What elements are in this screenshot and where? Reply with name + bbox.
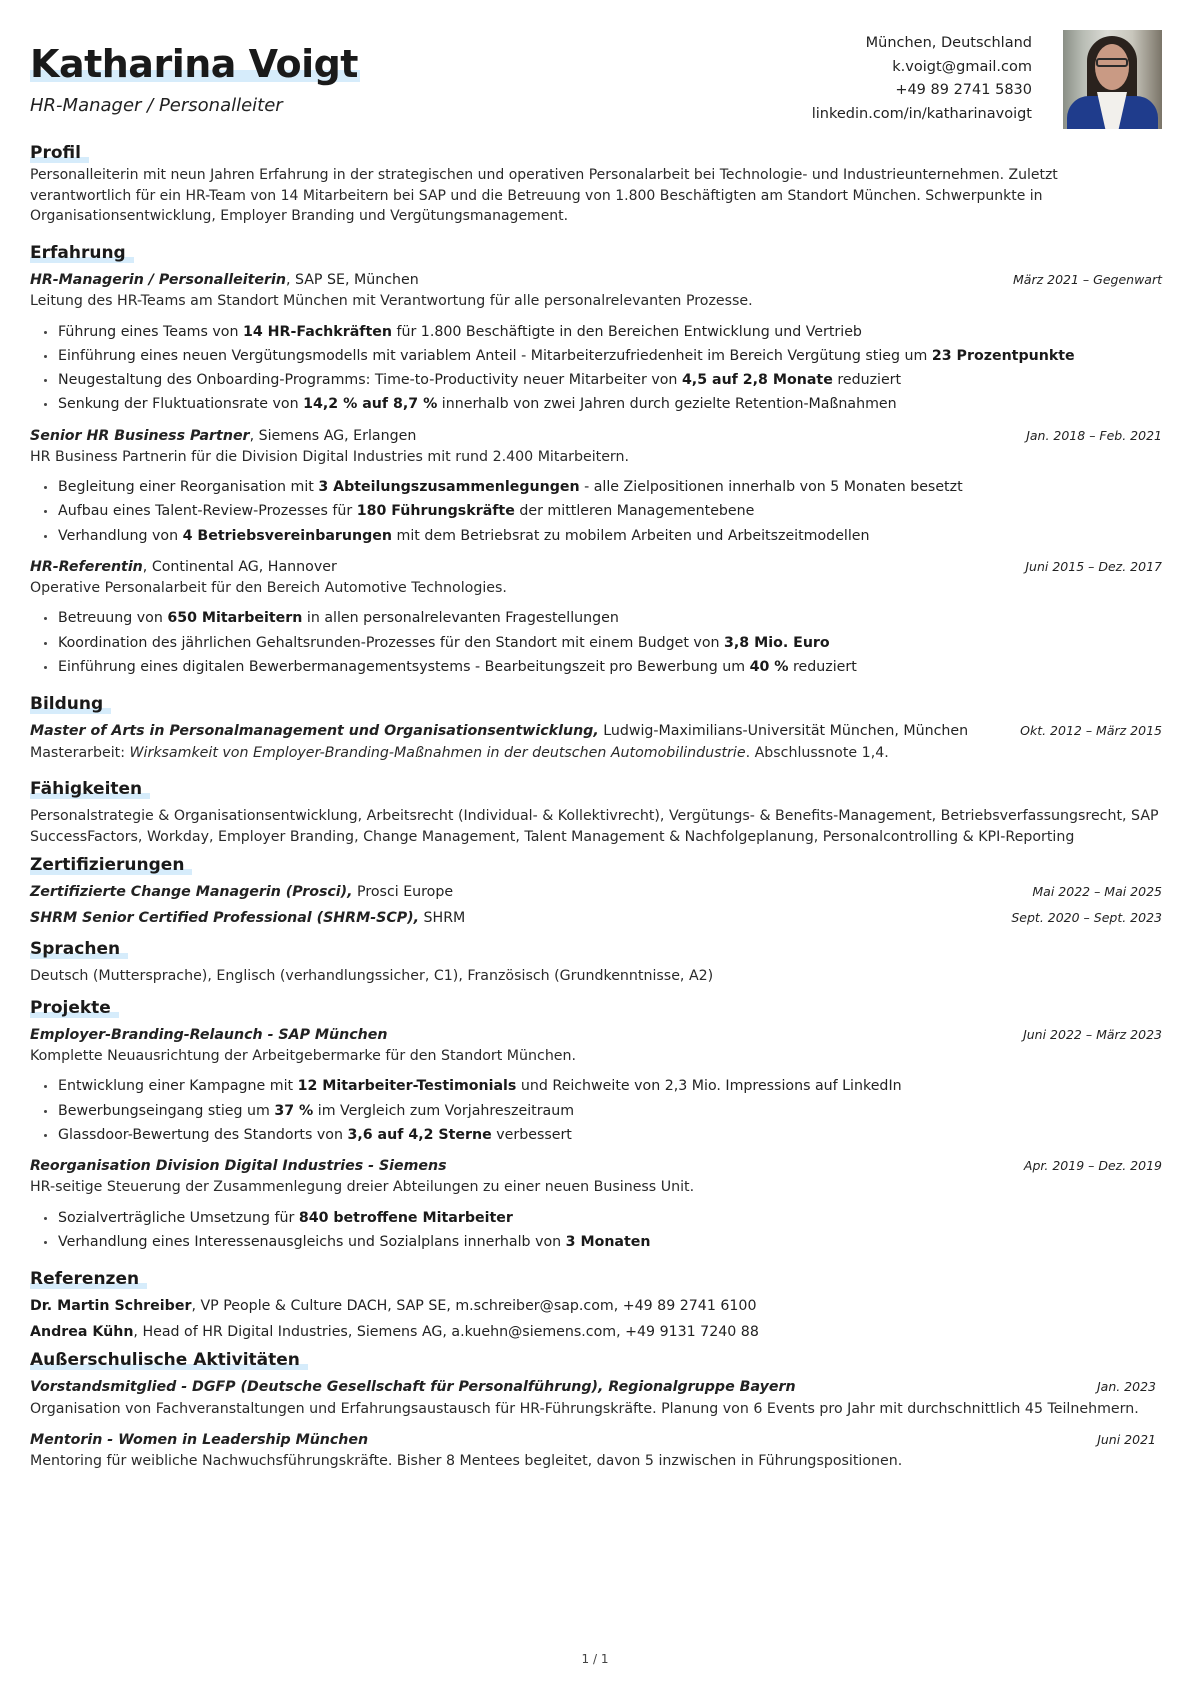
education-degree: Master of Arts in Personalmanagement und Organisationsentwicklung, <box>30 723 599 740</box>
experience-summary: Operative Personalarbeit für den Bereich Automotive Technologies. <box>30 580 507 596</box>
experience-summary: HR Business Partnerin für die Division Digital Industries mit rund 2.400 Mitarbeitern. <box>30 448 630 465</box>
certification-date: Mai 2022 – Mai 2025 <box>1032 884 1162 900</box>
reference-details: , Head of HR Digital Industries, Siemens AG, a.kuehn@siemens.com, +49 9131 7240 88 <box>133 1323 759 1340</box>
activity-text: Mentoring für weibliche Nachwuchsführungskräfte. Bisher 8 Mentees begleitet, davon 5 inzwischen in Führungspositionen. <box>30 1453 903 1470</box>
experience-role: HR-Managerin / Personalleiterin <box>30 272 286 289</box>
certification-entry <box>30 882 1162 903</box>
section-title-education: Bildung <box>30 693 111 715</box>
experience-bullets <box>44 606 1162 679</box>
education-entry <box>30 721 1162 764</box>
experience-date: März 2021 – Gegenwart <box>1013 272 1162 288</box>
bullet-item: Betreuung von 650 Mitarbeitern in allen personalrelevanten Fragestellungen <box>44 606 1162 630</box>
bullet-item: Verhandlung von 4 Betriebsvereinbarungen mit dem Betriebsrat zu mobilem Arbeiten und Arbeitszeitmodellen <box>44 524 1162 548</box>
section-activities <box>30 1349 1162 1472</box>
section-title-activities: Außerschulische Aktivitäten <box>30 1349 308 1371</box>
experience-title <box>30 557 337 578</box>
section-experience <box>30 242 1162 679</box>
bullet-item: Begleitung einer Reorganisation mit 3 Abteilungszusammenlegungen - alle Zielpositionen innerhalb von 5 Monaten besetzt <box>44 475 1162 499</box>
project-entry <box>30 1156 1162 1254</box>
experience-org: , Siemens AG, Erlangen <box>249 427 417 444</box>
section-profile <box>30 142 1162 227</box>
contact-phone: +49 89 2741 5830 <box>895 82 1032 98</box>
resume-header <box>30 28 1162 138</box>
project-date: Apr. 2019 – Dez. 2019 <box>1023 1158 1162 1174</box>
experience-bullets <box>44 475 1162 548</box>
contact-block <box>812 32 1032 126</box>
photo-face-shape <box>1095 44 1129 90</box>
education-thesis: Masterarbeit: Wirksamkeit von Employer-Branding-Maßnahmen in der deutschen Automobilindustrie. Abschlussnote 1,4. <box>30 744 889 761</box>
section-title-certifications: Zertifizierungen <box>30 854 192 876</box>
section-title-languages: Sprachen <box>30 938 128 960</box>
bullet-item: Entwicklung einer Kampagne mit 12 Mitarbeiter-Testimonials und Reichweite von 2,3 Mio. Impressions auf LinkedIn <box>44 1074 1162 1098</box>
project-bullets <box>44 1074 1162 1147</box>
bullet-item: Koordination des jährlichen Gehaltsrunden-Prozesses für den Standort mit einem Budget von 3,8 Mio. Euro <box>44 631 1162 655</box>
section-title-references: Referenzen <box>30 1268 147 1290</box>
project-name: Employer-Branding-Relaunch - SAP München <box>30 1026 388 1043</box>
experience-org: , SAP SE, München <box>285 272 419 289</box>
bullet-item: Aufbau eines Talent-Review-Prozesses für 180 Führungskräfte der mittleren Managementebene <box>44 499 1162 523</box>
section-skills <box>30 778 1162 848</box>
experience-role: HR-Referentin <box>30 558 143 575</box>
profile-photo <box>1063 30 1162 129</box>
candidate-headline: HR-Manager / Personalleiter <box>30 95 283 116</box>
experience-role: Senior HR Business Partner <box>30 427 250 444</box>
bullet-item: Einführung eines digitalen Bewerbermanagementsystems - Bearbeitungszeit pro Bewerbung um 40 % reduziert <box>44 655 1162 679</box>
experience-date: Juni 2015 – Dez. 2017 <box>1025 558 1162 574</box>
activity-name: Mentorin - Women in Leadership München <box>30 1431 369 1448</box>
profile-text: Personalleiterin mit neun Jahren Erfahrung in der strategischen und operativen Personalarbeit bei Technologie- und Industrieunternehmen. Zuletzt verantwortlich für ein HR-Team von 14 Mitarbeitern bei SAP und die Betreuung von 1.800 Beschäftigten am Standort München. Schwerpunkte in Organisationsentwicklung, Employer Branding und Vergütungsmanagement. <box>30 167 1058 225</box>
reference-details: , VP People & Culture DACH, SAP SE, m.schreiber@sap.com, +49 89 2741 6100 <box>191 1298 757 1315</box>
certification-name: Zertifizierte Change Managerin (Prosci), <box>30 884 353 901</box>
experience-summary: Leitung des HR-Teams am Standort München mit Verantwortung für alle personalrelevanten Prozesse. <box>30 293 753 310</box>
bullet-item: Bewerbungseingang stieg um 37 % im Vergleich zum Vorjahreszeitraum <box>44 1099 1162 1123</box>
experience-entry <box>30 557 1162 679</box>
certification-issuer: SHRM <box>419 909 466 926</box>
project-bullets <box>44 1206 1162 1254</box>
experience-date: Jan. 2018 – Feb. 2021 <box>1026 427 1162 443</box>
experience-org: , Continental AG, Hannover <box>142 558 337 575</box>
education-title <box>30 721 968 742</box>
candidate-name: Katharina Voigt <box>30 42 358 86</box>
section-title-skills: Fähigkeiten <box>30 778 150 800</box>
activity-entry <box>30 1377 1162 1420</box>
project-date: Juni 2022 – März 2023 <box>1023 1026 1162 1042</box>
experience-bullets <box>44 320 1162 417</box>
skills-text: Personalstrategie & Organisationsentwicklung, Arbeitsrecht (Individual- & Kollektivrecht), Vergütungs- & Benefits-Management, Betriebsverfassungsrecht, SAP SuccessFactors, Workday, Employer Branding, Change Management, Talent Management & Nachfolgeplanung, Personalcontrolling & KPI-Reporting <box>30 808 1159 846</box>
project-entry <box>30 1025 1162 1147</box>
project-summary: HR-seitige Steuerung der Zusammenlegung dreier Abteilungen zu einer neuen Business Unit. <box>30 1179 695 1196</box>
bullet-item: Einführung eines neuen Vergütungsmodells mit variablem Anteil - Mitarbeiterzufriedenheit im Bereich Vergütung stieg um 23 Prozentpunkte <box>44 344 1162 368</box>
section-languages <box>30 938 1162 988</box>
activity-entry <box>30 1430 1162 1473</box>
section-title-profile: Profil <box>30 142 89 164</box>
education-date: Okt. 2012 – März 2015 <box>1020 723 1162 739</box>
bullet-item: Führung eines Teams von 14 HR-Fachkräften für 1.800 Beschäftigte in den Bereichen Entwicklung und Vertrieb <box>44 320 1162 344</box>
experience-entry <box>30 270 1162 416</box>
reference-entry <box>30 1322 1162 1343</box>
project-summary: Komplette Neuausrichtung der Arbeitgebermarke für den Standort München. <box>30 1048 577 1065</box>
section-references <box>30 1268 1162 1343</box>
reference-entry <box>30 1296 1162 1317</box>
activity-text: Organisation von Fachveranstaltungen und Erfahrungsaustausch für HR-Führungskräfte. Planung von 6 Events pro Jahr mit durchschnittlich 45 Teilnehmern. <box>30 1400 1139 1417</box>
reference-name: Andrea Kühn <box>30 1323 134 1340</box>
experience-entry <box>30 426 1162 548</box>
bullet-item: Glassdoor-Bewertung des Standorts von 3,6 auf 4,2 Sterne verbessert <box>44 1123 1162 1147</box>
section-title-projects: Projekte <box>30 997 119 1019</box>
languages-text: Deutsch (Muttersprache), Englisch (verhandlungssicher, C1), Französisch (Grundkenntnisse, A2) <box>30 968 714 985</box>
page-indicator: 1 / 1 <box>581 1652 609 1666</box>
bullet-item: Verhandlung eines Interessenausgleichs und Sozialplans innerhalb von 3 Monaten <box>44 1230 1162 1254</box>
project-name: Reorganisation Division Digital Industries - Siemens <box>30 1158 447 1175</box>
photo-glasses-shape <box>1096 58 1128 67</box>
activity-date: Jan. 2023 <box>1096 1379 1156 1395</box>
section-education <box>30 693 1162 764</box>
experience-title <box>30 270 419 291</box>
section-title-experience: Erfahrung <box>30 242 134 264</box>
contact-location: München, Deutschland <box>865 35 1032 51</box>
certification-name: SHRM Senior Certified Professional (SHRM-SCP), <box>30 909 420 926</box>
activity-date: Juni 2021 <box>1097 1431 1156 1447</box>
bullet-item: Sozialverträgliche Umsetzung für 840 betroffene Mitarbeiter <box>44 1206 1162 1230</box>
certification-date: Sept. 2020 – Sept. 2023 <box>1011 909 1162 925</box>
reference-name: Dr. Martin Schreiber <box>30 1298 192 1315</box>
contact-linkedin-link[interactable]: linkedin.com/in/katharinavoigt <box>811 105 1032 122</box>
activity-name: Vorstandsmitglied - DGFP (Deutsche Gesellschaft für Personalführung), Regionalgruppe Bayern <box>30 1379 796 1396</box>
section-projects <box>30 997 1162 1255</box>
certification-entry <box>30 908 1162 929</box>
bullet-item: Senkung der Fluktuationsrate von 14,2 % auf 8,7 % innerhalb von zwei Jahren durch gezielte Retention-Maßnahmen <box>44 392 1162 416</box>
education-school: Ludwig-Maximilians-Universität München, München <box>598 723 969 740</box>
experience-title <box>30 426 416 447</box>
section-certifications <box>30 854 1162 929</box>
resume-page <box>30 28 1162 1472</box>
contact-email-link[interactable]: k.voigt@gmail.com <box>892 58 1032 75</box>
certification-issuer: Prosci Europe <box>352 884 454 901</box>
bullet-item: Neugestaltung des Onboarding-Programms: Time-to-Productivity neuer Mitarbeiter von 4,5 auf 2,8 Monate reduziert <box>44 368 1162 392</box>
